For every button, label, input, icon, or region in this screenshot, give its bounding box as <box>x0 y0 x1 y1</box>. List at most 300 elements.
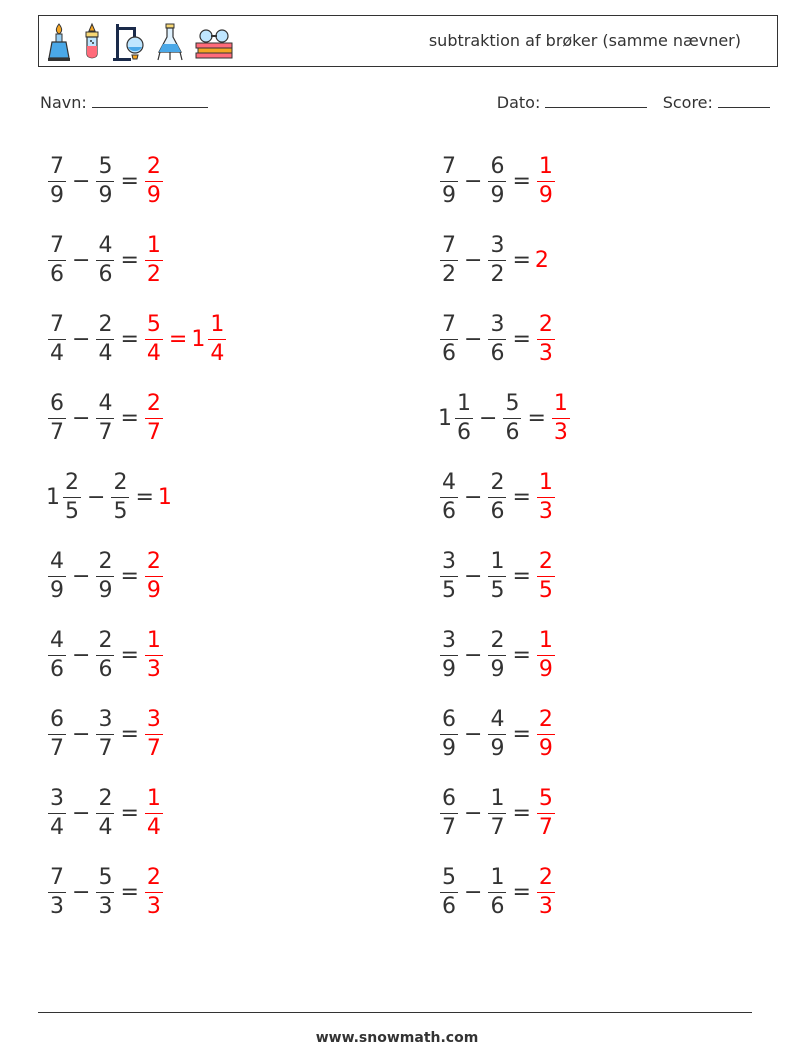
denominator: 7 <box>146 420 161 445</box>
subtrahend <box>94 709 116 760</box>
numerator: 5 <box>96 867 114 893</box>
numerator: 3 <box>96 709 114 735</box>
denominator: 3 <box>538 341 553 366</box>
answer <box>550 393 572 444</box>
answer <box>535 248 549 273</box>
equals-sign: = <box>512 327 531 352</box>
fraction <box>440 314 458 365</box>
numerator: 3 <box>440 551 458 577</box>
numerator: 2 <box>488 472 506 498</box>
equals-sign: = <box>120 801 139 826</box>
score-label: Score: <box>662 93 713 112</box>
problem-column-right <box>438 142 572 932</box>
whole-number: 1 <box>438 406 452 431</box>
minuend <box>46 156 68 207</box>
problem-row <box>438 142 572 221</box>
denominator: 9 <box>490 657 505 682</box>
subtrahend <box>94 156 116 207</box>
numerator: 6 <box>440 709 458 735</box>
answer-fraction <box>537 314 555 365</box>
problem-row <box>438 774 572 853</box>
numerator: 2 <box>96 551 114 577</box>
numerator: 2 <box>145 867 163 893</box>
minus-sign: − <box>464 722 483 747</box>
answer <box>143 314 228 365</box>
minuend <box>46 472 83 523</box>
numerator: 7 <box>440 314 458 340</box>
problem-row <box>438 853 572 932</box>
answer-whole: 1 <box>157 485 172 510</box>
numerator: 1 <box>537 472 555 498</box>
numerator: 2 <box>111 472 129 498</box>
fraction <box>48 867 66 918</box>
answer <box>143 156 165 207</box>
answer-fraction <box>537 867 555 918</box>
fraction <box>96 630 114 681</box>
fraction <box>488 235 506 286</box>
answer <box>143 867 165 918</box>
minus-sign: − <box>464 801 483 826</box>
numerator: 1 <box>455 393 473 419</box>
denominator: 6 <box>98 657 113 682</box>
minus-sign: − <box>464 248 483 273</box>
answer-equals-sign: = <box>168 327 188 352</box>
answer-fraction <box>145 156 163 207</box>
minus-sign: − <box>479 406 498 431</box>
numerator: 1 <box>145 630 163 656</box>
subtrahend <box>109 472 131 523</box>
date-score-fields <box>497 93 770 112</box>
fraction <box>488 314 506 365</box>
minuend <box>438 867 460 918</box>
fraction <box>48 551 66 602</box>
denominator: 6 <box>442 499 456 524</box>
denominator: 7 <box>146 736 161 761</box>
answer-mixed-whole: 1 <box>191 327 206 352</box>
answer <box>535 314 557 365</box>
numerator: 1 <box>488 788 506 814</box>
fraction <box>63 472 81 523</box>
numerator: 1 <box>537 630 555 656</box>
equals-sign: = <box>512 880 531 905</box>
denominator: 7 <box>50 736 64 761</box>
numerator: 4 <box>48 630 66 656</box>
subtrahend <box>94 867 116 918</box>
fraction <box>503 393 521 444</box>
numerator: 1 <box>208 314 226 340</box>
problem-row <box>46 300 228 379</box>
minuend <box>46 235 68 286</box>
answer-fraction <box>537 551 555 602</box>
fraction <box>488 867 506 918</box>
denominator: 2 <box>442 262 456 287</box>
fraction <box>96 156 114 207</box>
denominator: 9 <box>442 183 456 208</box>
denominator: 4 <box>98 341 113 366</box>
minus-sign: − <box>464 327 483 352</box>
equals-sign: = <box>512 248 531 273</box>
denominator: 4 <box>146 815 161 840</box>
answer-fraction <box>145 630 163 681</box>
date-label: Dato: <box>496 93 541 112</box>
denominator: 7 <box>442 815 456 840</box>
numerator: 5 <box>440 867 458 893</box>
denominator: 9 <box>442 736 456 761</box>
test-tube-icon <box>81 22 103 62</box>
numerator: 5 <box>96 156 114 182</box>
fraction <box>48 709 66 760</box>
answer-fraction <box>552 393 570 444</box>
fraction <box>96 709 114 760</box>
denominator: 6 <box>442 341 456 366</box>
denominator: 6 <box>490 894 505 919</box>
problem-row <box>46 221 228 300</box>
denominator: 9 <box>50 578 64 603</box>
denominator: 6 <box>457 420 471 445</box>
answer <box>535 156 557 207</box>
denominator: 6 <box>490 499 505 524</box>
minus-sign: − <box>72 564 91 589</box>
problem-row <box>438 616 572 695</box>
denominator: 4 <box>146 341 161 366</box>
minuend <box>438 709 460 760</box>
fraction <box>440 235 458 286</box>
answer <box>143 551 165 602</box>
denominator: 6 <box>50 657 64 682</box>
denominator: 6 <box>442 894 456 919</box>
answer-fraction <box>145 551 163 602</box>
equals-sign: = <box>120 248 139 273</box>
minuend <box>46 393 68 444</box>
fraction <box>440 788 458 839</box>
problem-row <box>46 774 228 853</box>
denominator: 9 <box>538 183 553 208</box>
subtrahend <box>94 393 116 444</box>
numerator: 5 <box>145 314 163 340</box>
worksheet-title: subtraktion af brøker (samme nævner) <box>428 31 741 50</box>
denominator: 4 <box>50 341 64 366</box>
numerator: 7 <box>48 156 66 182</box>
minuend <box>46 867 68 918</box>
denominator: 5 <box>113 499 128 524</box>
denominator: 9 <box>98 183 113 208</box>
problem-row <box>438 379 572 458</box>
numerator: 1 <box>488 867 506 893</box>
numerator: 2 <box>96 630 114 656</box>
denominator: 7 <box>98 736 113 761</box>
minus-sign: − <box>464 880 483 905</box>
minus-sign: − <box>72 406 91 431</box>
answer <box>535 551 557 602</box>
subtrahend <box>94 551 116 602</box>
answer-fraction <box>145 314 163 365</box>
equals-sign: = <box>120 169 139 194</box>
subtrahend <box>94 630 116 681</box>
fraction <box>96 788 114 839</box>
problem-row <box>46 616 228 695</box>
problem-row <box>46 142 228 221</box>
answer-fraction <box>537 472 555 523</box>
retort-stand-icon <box>111 22 147 62</box>
equals-sign: = <box>120 327 139 352</box>
denominator: 7 <box>490 815 505 840</box>
subtrahend <box>486 630 508 681</box>
answer-fraction <box>145 393 163 444</box>
fraction <box>96 393 114 444</box>
numerator: 6 <box>48 393 66 419</box>
problem-row <box>438 695 572 774</box>
numerator: 3 <box>48 788 66 814</box>
denominator: 3 <box>98 894 113 919</box>
subtrahend <box>486 156 508 207</box>
header-icons <box>45 20 243 64</box>
fraction <box>488 788 506 839</box>
denominator: 3 <box>538 894 553 919</box>
bunsen-burner-icon <box>45 22 73 62</box>
numerator: 2 <box>537 551 555 577</box>
answer <box>143 393 165 444</box>
problem-row <box>438 458 572 537</box>
numerator: 1 <box>145 788 163 814</box>
equals-sign: = <box>512 564 531 589</box>
minuend <box>46 630 68 681</box>
flask-icon <box>155 22 185 62</box>
numerator: 7 <box>48 867 66 893</box>
problem-row <box>46 537 228 616</box>
minus-sign: − <box>464 485 483 510</box>
numerator: 6 <box>488 156 506 182</box>
problem-row <box>46 379 228 458</box>
minus-sign: − <box>464 564 483 589</box>
answer-fraction <box>145 867 163 918</box>
answer <box>535 472 557 523</box>
numerator: 4 <box>440 472 458 498</box>
minuend <box>46 709 68 760</box>
numerator: 3 <box>488 314 506 340</box>
denominator: 4 <box>210 341 225 366</box>
numerator: 4 <box>96 235 114 261</box>
denominator: 6 <box>50 262 64 287</box>
denominator: 9 <box>50 183 64 208</box>
equals-sign: = <box>120 406 139 431</box>
goggles-books-icon <box>193 22 235 62</box>
fraction <box>48 788 66 839</box>
subtrahend <box>486 235 508 286</box>
minus-sign: − <box>72 169 91 194</box>
denominator: 9 <box>490 736 505 761</box>
equals-sign: = <box>512 643 531 668</box>
numerator: 2 <box>537 314 555 340</box>
minuend <box>438 314 460 365</box>
answer-mixed-fraction <box>208 314 226 365</box>
subtrahend <box>486 472 508 523</box>
answer-fraction <box>537 788 555 839</box>
numerator: 2 <box>488 630 506 656</box>
footer-url: www.snowmath.com <box>315 1030 479 1046</box>
fraction <box>96 235 114 286</box>
denominator: 9 <box>538 736 553 761</box>
numerator: 2 <box>145 551 163 577</box>
answer-fraction <box>537 709 555 760</box>
date-blank[interactable] <box>545 95 647 108</box>
denominator: 9 <box>98 578 113 603</box>
numerator: 7 <box>48 314 66 340</box>
fraction <box>48 314 66 365</box>
fraction <box>48 156 66 207</box>
minuend <box>438 235 460 286</box>
name-label: Navn: <box>40 93 87 112</box>
denominator: 7 <box>538 815 553 840</box>
answer <box>143 630 165 681</box>
answer <box>535 709 557 760</box>
denominator: 5 <box>490 578 505 603</box>
answer <box>158 485 172 510</box>
denominator: 6 <box>490 341 505 366</box>
numerator: 3 <box>488 235 506 261</box>
minuend <box>438 551 460 602</box>
denominator: 9 <box>490 183 505 208</box>
denominator: 9 <box>146 183 161 208</box>
minuend <box>438 393 475 444</box>
minus-sign: − <box>72 248 91 273</box>
numerator: 6 <box>48 709 66 735</box>
minus-sign: − <box>72 722 91 747</box>
numerator: 3 <box>145 709 163 735</box>
answer-fraction <box>537 156 555 207</box>
fraction <box>440 709 458 760</box>
answer-whole: 2 <box>534 248 549 273</box>
equals-sign: = <box>120 564 139 589</box>
fraction <box>455 393 473 444</box>
answer <box>535 630 557 681</box>
numerator: 2 <box>96 788 114 814</box>
answer <box>143 235 165 286</box>
denominator: 7 <box>50 420 64 445</box>
equals-sign: = <box>512 722 531 747</box>
answer <box>143 788 165 839</box>
minus-sign: − <box>72 801 91 826</box>
problem-row <box>46 458 228 537</box>
numerator: 1 <box>488 551 506 577</box>
answer-fraction <box>537 630 555 681</box>
numerator: 5 <box>503 393 521 419</box>
subtrahend <box>501 393 523 444</box>
denominator: 3 <box>553 420 568 445</box>
fraction <box>488 630 506 681</box>
equals-sign: = <box>120 880 139 905</box>
fraction <box>488 472 506 523</box>
subtrahend <box>94 235 116 286</box>
numerator: 7 <box>440 235 458 261</box>
fraction <box>440 472 458 523</box>
problem-column-left <box>46 142 228 932</box>
problem-row <box>46 853 228 932</box>
fraction <box>48 235 66 286</box>
name-blank[interactable] <box>92 95 208 108</box>
subtrahend <box>94 788 116 839</box>
denominator: 5 <box>538 578 553 603</box>
minus-sign: − <box>464 643 483 668</box>
fraction <box>488 709 506 760</box>
numerator: 4 <box>488 709 506 735</box>
numerator: 5 <box>537 788 555 814</box>
fraction <box>440 551 458 602</box>
minus-sign: − <box>72 880 91 905</box>
minuend <box>46 314 68 365</box>
denominator: 5 <box>442 578 456 603</box>
answer <box>143 709 165 760</box>
minus-sign: − <box>87 485 106 510</box>
numerator: 2 <box>537 709 555 735</box>
numerator: 2 <box>537 867 555 893</box>
answer <box>535 867 557 918</box>
fraction <box>96 314 114 365</box>
whole-number: 1 <box>46 485 60 510</box>
equals-sign: = <box>135 485 154 510</box>
fraction <box>488 551 506 602</box>
worksheet-header <box>38 15 778 67</box>
fraction <box>96 551 114 602</box>
problem-row <box>438 537 572 616</box>
subtrahend <box>486 788 508 839</box>
answer-fraction <box>145 788 163 839</box>
subtrahend <box>486 709 508 760</box>
score-blank[interactable] <box>718 95 770 108</box>
numerator: 2 <box>145 156 163 182</box>
equals-sign: = <box>527 406 546 431</box>
numerator: 3 <box>440 630 458 656</box>
denominator: 9 <box>146 578 161 603</box>
fraction <box>111 472 129 523</box>
denominator: 7 <box>98 420 113 445</box>
denominator: 3 <box>146 894 161 919</box>
problem-row <box>46 695 228 774</box>
problem-row <box>438 221 572 300</box>
minuend <box>438 788 460 839</box>
fraction <box>96 867 114 918</box>
fraction <box>440 630 458 681</box>
denominator: 4 <box>98 815 113 840</box>
denominator: 3 <box>538 499 553 524</box>
numerator: 2 <box>63 472 81 498</box>
minuend <box>438 156 460 207</box>
numerator: 4 <box>96 393 114 419</box>
minuend <box>46 551 68 602</box>
denominator: 3 <box>146 657 161 682</box>
numerator: 7 <box>48 235 66 261</box>
denominator: 9 <box>538 657 553 682</box>
footer-divider <box>38 1012 752 1013</box>
numerator: 2 <box>96 314 114 340</box>
answer <box>535 788 557 839</box>
denominator: 9 <box>442 657 456 682</box>
numerator: 6 <box>440 788 458 814</box>
numerator: 4 <box>48 551 66 577</box>
subtrahend <box>486 314 508 365</box>
minuend <box>46 788 68 839</box>
problem-row <box>438 300 572 379</box>
minuend <box>438 630 460 681</box>
denominator: 5 <box>65 499 79 524</box>
numerator: 1 <box>552 393 570 419</box>
numerator: 1 <box>145 235 163 261</box>
equals-sign: = <box>512 801 531 826</box>
fraction <box>48 393 66 444</box>
fraction <box>440 156 458 207</box>
equals-sign: = <box>120 722 139 747</box>
denominator: 3 <box>50 894 64 919</box>
fraction <box>440 867 458 918</box>
